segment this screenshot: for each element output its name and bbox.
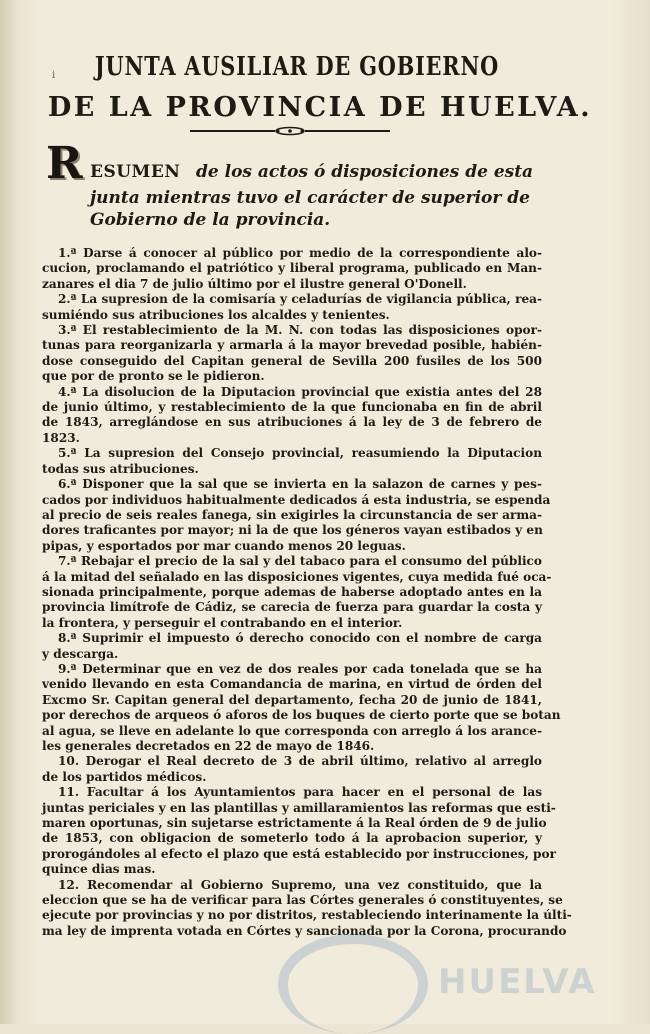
resolution-line: cados por individuos habitualmente dedicados á esta industria, se espenda [42, 492, 551, 507]
header-line-2: DE LA PROVINCIA DE HUELVA. [47, 92, 593, 123]
resolution-line: al precio de seis reales fanega, sin exigirles la circunstancia de ser arma- [42, 507, 542, 522]
resolution-line: de 1843, arreglándose en sus atribuciones á la ley de 3 de febrero de [42, 415, 542, 430]
resolution-first-line: 8.ª Suprimir el impuesto ó derecho conocido con el nombre de carga [58, 631, 542, 646]
resolution-item [42, 477, 551, 554]
drop-cap: R [46, 138, 83, 189]
resolution-line: prorogándoles al efecto el plazo que está establecido por instrucciones, por [42, 846, 556, 861]
resolution-line: todas sus atribuciones. [42, 461, 199, 476]
resolution-first-line: 9.ª Determinar que en vez de dos reales por cada tonelada que se ha [58, 661, 542, 676]
resolution-line: tunas para reorganizarla y armarla á la mayor brevedad posible, habién- [42, 338, 542, 353]
resolution-line: pipas, y esportados por mar cuando menos 20 leguas. [42, 538, 406, 553]
resolution-line: al agua, se lleve en adelante lo que corresponda con arreglo á los arance- [42, 723, 542, 738]
resolution-line: eleccion que se ha de verificar para las Córtes generales ó constituyentes, se [42, 893, 563, 908]
resolution-line: sionada principalmente, porque ademas de haberse adoptado antes en la [42, 584, 542, 599]
watermark-emblem [278, 934, 428, 1034]
library-watermark [238, 924, 597, 1024]
resolution-line: á la mitad del señalado en las disposiciones vigentes, cuya medida fué oca- [42, 569, 552, 584]
summary-lead-word: ESUMEN [90, 162, 181, 182]
resolution-item [42, 661, 561, 754]
resolution-line: provincia limítrofe de Cádiz, se carecia de fuerza para guardar la costa y [42, 600, 542, 615]
resolution-line: sumiéndo sus atribuciones los alcaldes y tenientes. [42, 307, 390, 322]
page-edge-shadow [0, 0, 16, 1024]
resolution-line: cucion, proclamando el patriótico y liberal programa, publicado en Man- [42, 261, 542, 276]
resolution-item [42, 785, 556, 877]
resolution-line: y descarga. [42, 646, 119, 661]
resolution-line: ejecute por provincias y no por distritos, restableciendo interinamente la últi- [42, 908, 572, 923]
resolution-line: la frontera, y perseguir el contrabando en el interior. [42, 615, 403, 630]
summary-line-3: Gobierno de la provincia. [90, 210, 331, 230]
resolutions-list [42, 246, 572, 939]
resolution-item [42, 246, 542, 292]
resolution-line: venido llevando en esta Comandancia de marina, en virtud de órden del [42, 677, 542, 692]
resolution-line: juntas periciales y en las plantillas y amillaramientos las reformas que esti- [42, 800, 556, 815]
resolution-line: Excmo Sr. Capitan general del departamento, fecha 20 de junio de 1841, [42, 692, 542, 707]
summary-line-2: junta mientras tuvo el carácter de superior de [90, 188, 530, 208]
resolution-first-line: 7.ª Rebajar el precio de la sal y del tabaco para el consumo del público [58, 554, 542, 569]
resolution-first-line: 3.ª El restablecimiento de la M. N. con todas las disposiciones opor- [58, 323, 542, 338]
summary-line-1: de los actos ó disposiciones de esta [196, 162, 534, 182]
resolution-item [42, 385, 542, 447]
ornamental-rule [190, 126, 390, 136]
resolution-line: ma ley de imprenta votada en Córtes y sancionada por la Corona, procurando [42, 923, 567, 938]
margin-mark: i [52, 70, 56, 81]
resolution-line: les generales decretados en 22 de mayo de 1846. [42, 739, 375, 753]
resolution-line: zanares el dia 7 de julio último por el ilustre general O'Donell. [42, 276, 467, 291]
resolution-item [42, 446, 542, 477]
resolution-item [42, 754, 542, 785]
resolution-first-line: 12. Recomendar al Gobierno Supremo, una vez constituido, que la [58, 877, 542, 892]
resolution-item [42, 631, 542, 662]
resolution-line: quince dias mas. [42, 862, 156, 877]
resolution-line: de 1853, con obligacion de someterlo todo á la aprobacion superior, y [42, 831, 542, 846]
header-line-1: JUNTA AUSILIAR DE GOBIERNO [94, 52, 500, 82]
resolution-line: dores traficantes por mayor; ni la de que los géneros vayan estibados y en [42, 523, 543, 538]
resolution-first-line: 1.ª Darse á conocer al público por medio de la correspondiente alo- [58, 246, 542, 260]
resolution-item [42, 554, 552, 631]
resolution-item [42, 323, 542, 385]
resolution-first-line: 11. Facultar á los Ayuntamientos para hacer en el personal de las [58, 785, 542, 800]
watermark-text: HUELVA [438, 962, 597, 1002]
resolution-first-line: 2.ª La supresion de la comisaría y celadurías de vigilancia pública, rea- [58, 292, 542, 307]
resolution-item [42, 292, 542, 323]
resolution-first-line: 4.ª La disolucion de la Diputacion provincial que existia antes del 28 [58, 384, 542, 399]
resolution-line: 1823. [42, 430, 80, 445]
resolution-first-line: 5.ª La supresion del Consejo provincial, reasumiendo la Diputacion [58, 446, 542, 461]
resolution-line: maren oportunas, sin sujetarse estrictamente á la Real órden de 9 de julio [42, 816, 547, 831]
resolution-line: dose conseguido del Capitan general de Sevilla 200 fusiles de los 500 [42, 353, 542, 368]
resolution-line: de los partidos médicos. [42, 769, 207, 784]
resolution-first-line: 6.ª Disponer que la sal que se invierta en la salazon de carnes y pes- [58, 477, 542, 492]
resolution-line: que por de pronto se le pidieron. [42, 369, 265, 384]
resolution-line: de junio último, y restablecimiento de la que funcionaba en fin de abril [42, 400, 542, 415]
resolution-line: por derechos de arqueos ó aforos de los buques de cierto porte que se botan [42, 708, 561, 723]
resolution-first-line: 10. Derogar el Real decreto de 3 de abril último, relativo al arreglo [58, 754, 542, 769]
